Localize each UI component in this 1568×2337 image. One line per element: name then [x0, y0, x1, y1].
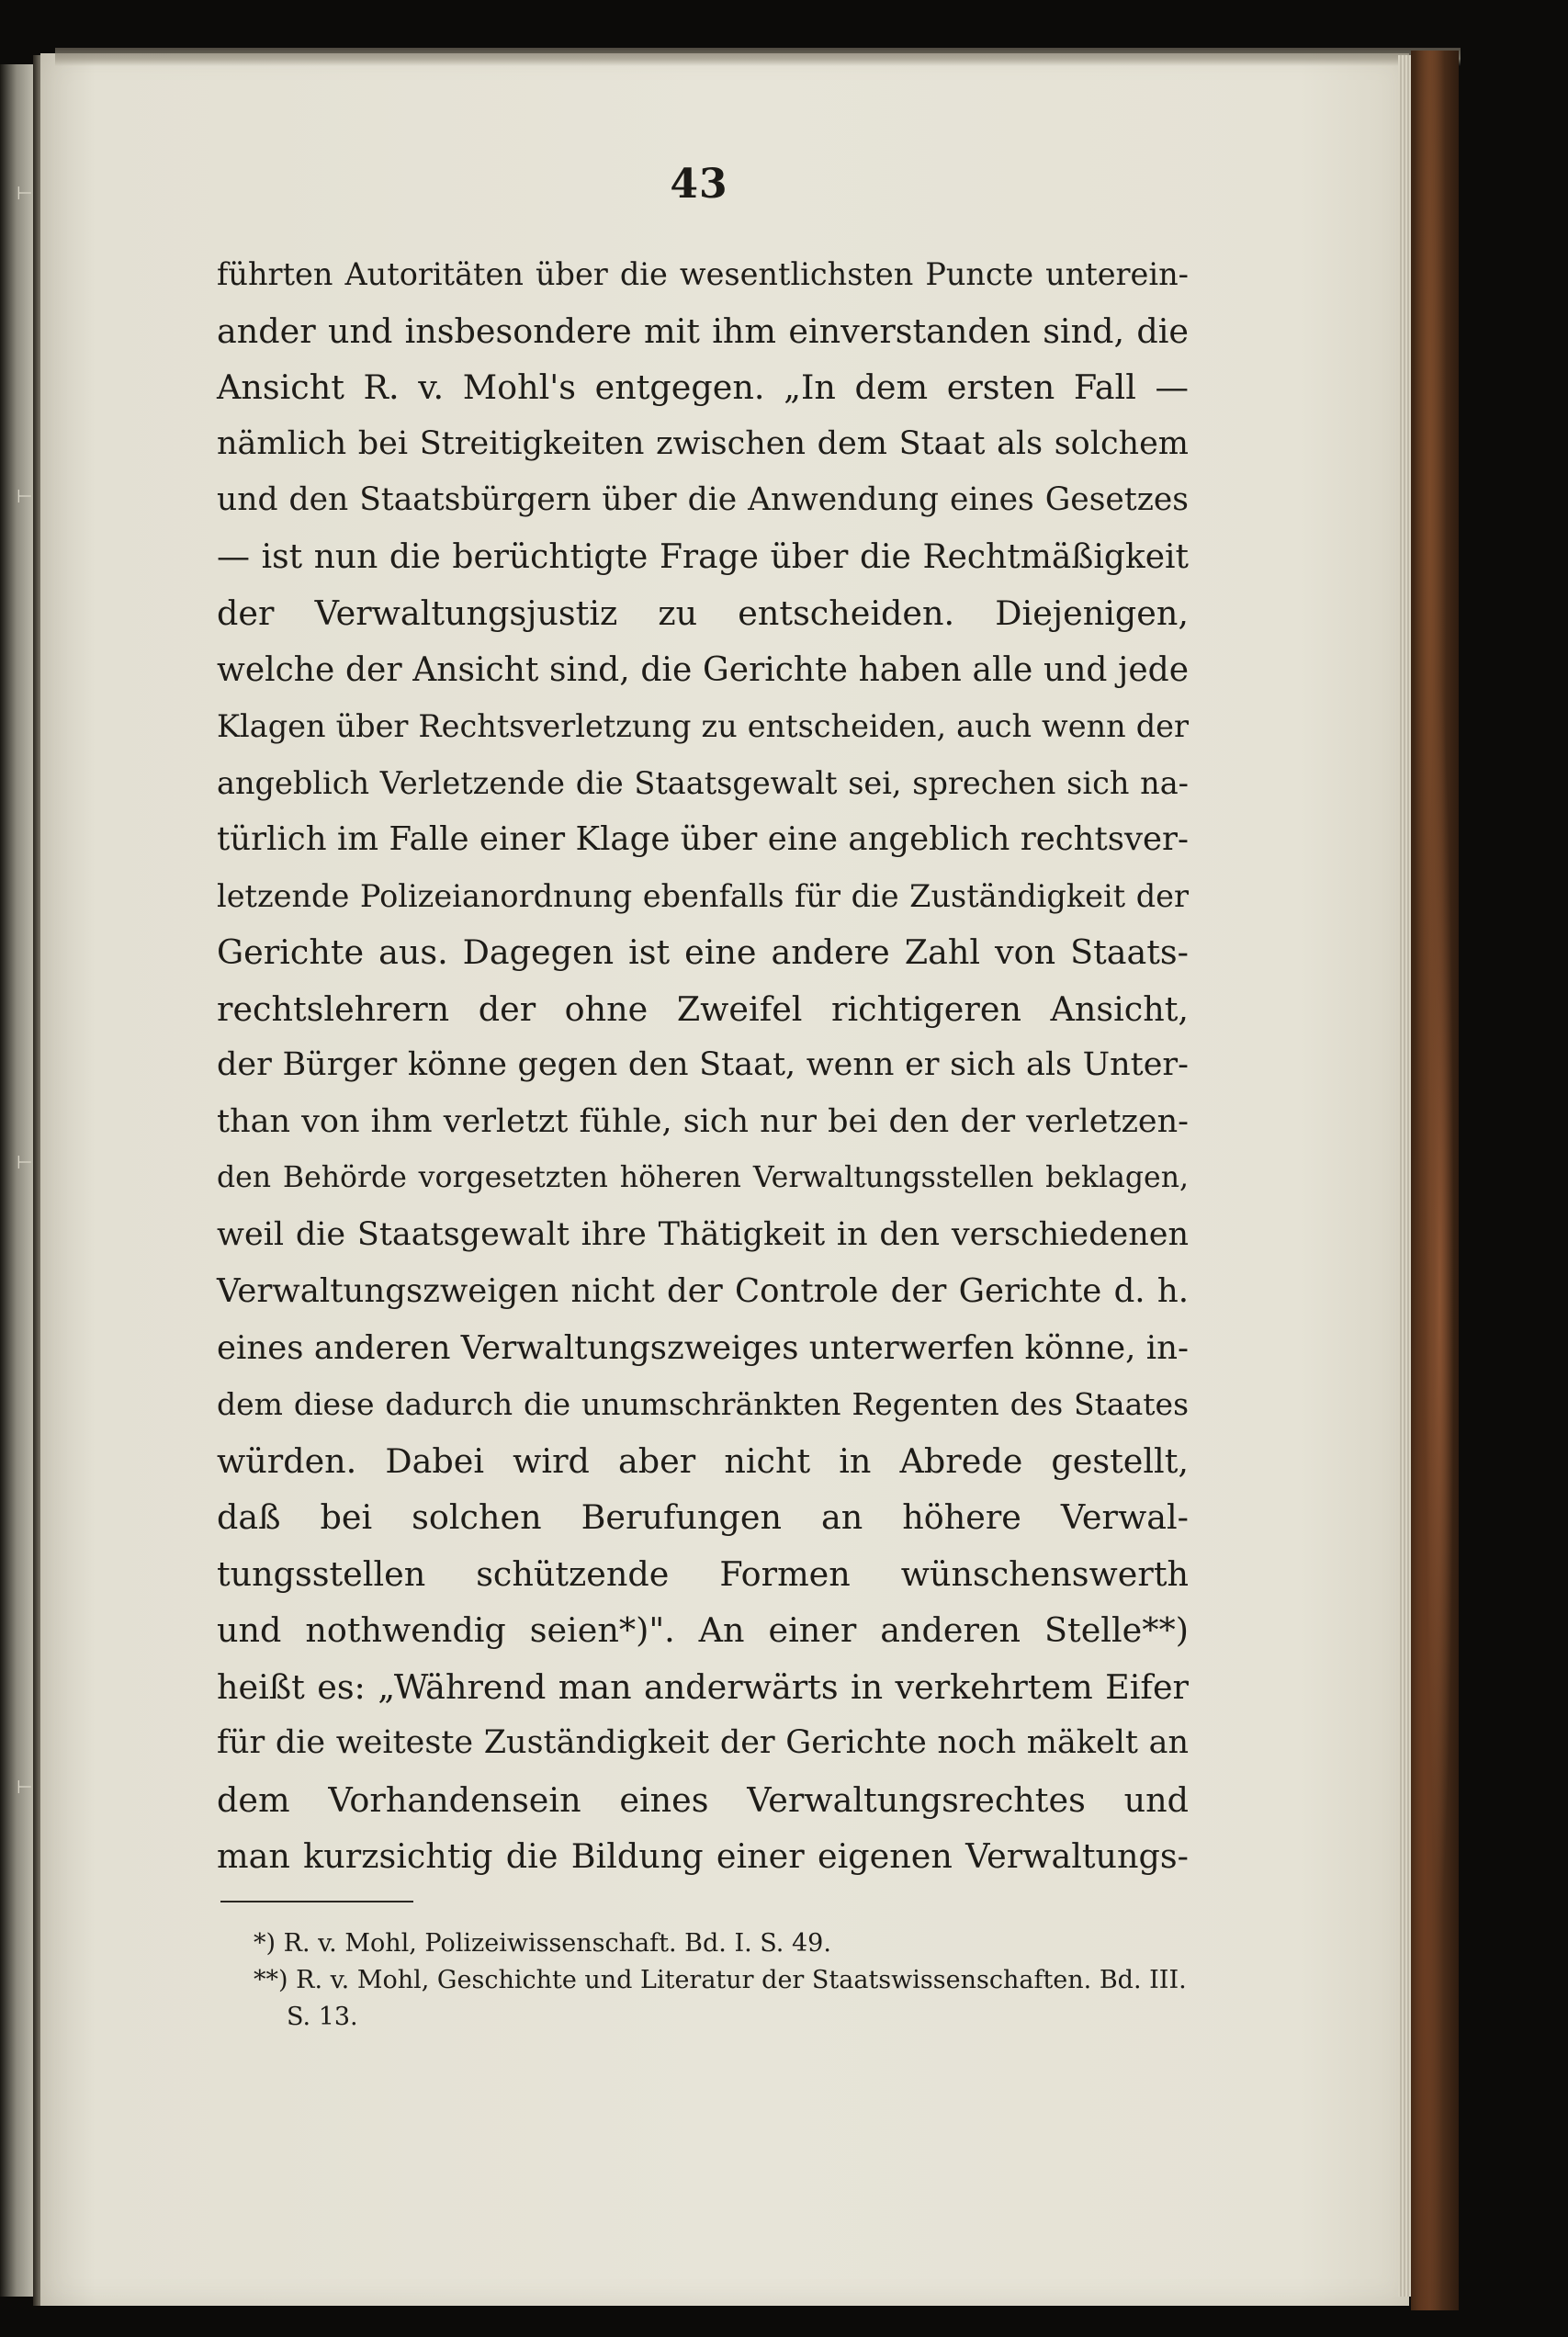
text-line: dem Vorhandensein eines Verwaltungsrechtes und	[217, 1779, 1189, 1820]
text-line: — ist nun die berüchtigte Frage über die Rechtmäßigkeit	[217, 537, 1189, 576]
previous-page-edge	[0, 64, 37, 2297]
margin-mark: ⊢	[17, 1776, 33, 1798]
text-line: Klagen über Rechtsverletzung zu entscheiden, auch wenn der	[217, 708, 1189, 744]
footnote-continuation: S. 13.	[287, 2003, 358, 2031]
page-number: 43	[670, 161, 728, 208]
text-line: Gerichte aus. Dagegen ist eine andere Zahl von Staats-	[217, 932, 1189, 972]
body-text	[217, 246, 1189, 1885]
text-line: den Behörde vorgesetzten höheren Verwaltungsstellen beklagen,	[217, 1161, 1189, 1194]
text-line: Ansicht R. v. Mohl's entgegen. „In dem ersten Fall —	[217, 367, 1189, 407]
footnote: *) R. v. Mohl, Polizeiwissenschaft. Bd. I. S. 49.	[254, 1929, 831, 1958]
margin-mark: ⊢	[17, 1151, 33, 1173]
text-line: rechtslehrern der ohne Zweifel richtigeren Ansicht,	[217, 988, 1189, 1029]
text-line: daß bei solchen Berufungen an höhere Verwal-	[217, 1497, 1189, 1537]
text-line: und den Staatsbürgern über die Anwendung eines Gesetzes	[217, 481, 1189, 518]
text-line: führten Autoritäten über die wesentlichsten Puncte unterein-	[217, 256, 1189, 292]
text-line: heißt es: „Während man anderwärts in verkehrtem Eifer	[217, 1666, 1189, 1707]
text-line: weil die Staatsgewalt ihre Thätigkeit in den verschiedenen	[217, 1215, 1189, 1253]
text-line: der Verwaltungsjustiz zu entscheiden. Diejenigen,	[217, 593, 1189, 633]
footnotes	[254, 1925, 1189, 2036]
text-line: für die weiteste Zuständigkeit der Gerichte noch mäkelt an	[217, 1724, 1189, 1761]
text-line: angeblich Verletzende die Staatsgewalt sei, sprechen sich na-	[217, 764, 1189, 801]
footnote: **) R. v. Mohl, Geschichte und Literatur der Staatswissenschaften. Bd. III.	[254, 1966, 1187, 1994]
margin-mark: ⊢	[17, 182, 33, 204]
text-line: und nothwendig seien*)". An einer anderen Stelle**)	[217, 1610, 1189, 1650]
text-line: ander und insbesondere mit ihm einverstanden sind, die	[217, 310, 1189, 351]
text-line: letzende Polizeianordnung ebenfalls für die Zuständigkeit der	[217, 877, 1189, 914]
text-line: man kurzsichtig die Bildung einer eigenen Verwaltungs-	[217, 1836, 1189, 1876]
text-line: nämlich bei Streitigkeiten zwischen dem Staat als solchem	[217, 424, 1189, 462]
margin-mark: ⊢	[17, 485, 33, 507]
text-line: than von ihm verletzt fühle, sich nur bei den der verletzen-	[217, 1102, 1189, 1140]
text-line: der Bürger könne gegen den Staat, wenn er sich als Unter-	[217, 1046, 1189, 1083]
text-line: eines anderen Verwaltungszweiges unterwerfen könne, in-	[217, 1328, 1189, 1367]
text-line: tungsstellen schützende Formen wünschenswerth	[217, 1553, 1189, 1594]
book-cover-edge	[1411, 51, 1459, 2310]
text-line: würden. Dabei wird aber nicht in Abrede gestellt,	[217, 1440, 1189, 1481]
footnote-divider	[220, 1901, 413, 1902]
text-line: welche der Ansicht sind, die Gerichte haben alle und jede	[217, 650, 1189, 689]
page-top-shadow	[55, 48, 1461, 66]
text-line: dem diese dadurch die unumschränkten Regenten des Staates	[217, 1386, 1189, 1422]
text-line: türlich im Falle einer Klage über eine angeblich rechtsver-	[217, 820, 1189, 858]
text-line: Verwaltungszweigen nicht der Controle der Gerichte d. h.	[217, 1272, 1189, 1310]
